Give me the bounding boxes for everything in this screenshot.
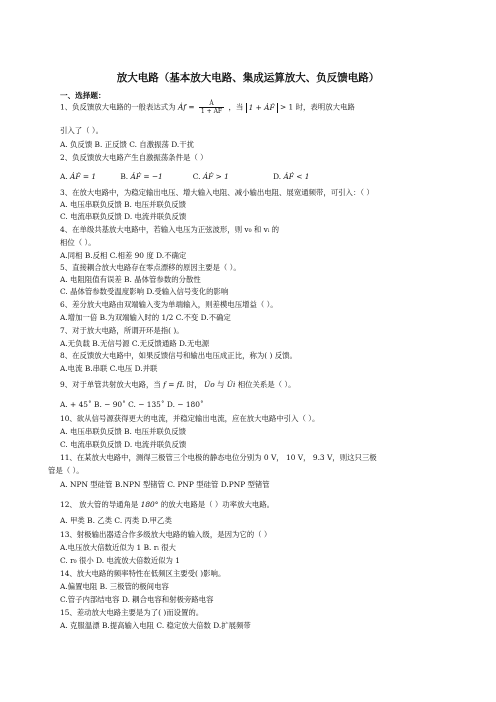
question-12-options: A. 甲类 B. 乙类 C. 丙类 D.甲乙类 xyxy=(60,516,172,525)
q1-gt: > 1 xyxy=(280,102,294,112)
question-5-options-ab: A. 电阻阻值有误差 B. 晶体管参数的分散性 xyxy=(60,275,201,284)
question-3-stem: 3、在放大电路中，为稳定输出电压、增大输入电阻、减小输出电阻、展宽通频带，可引入：（ ） xyxy=(60,188,374,197)
q9-when: 时， xyxy=(186,380,202,389)
question-4-cont: 相位（ ）。 xyxy=(60,238,96,247)
question-1-options: A. 负反馈 B. 正反馈 C. 自激振荡 D.干扰 xyxy=(60,140,195,149)
question-7-options: A.无负载 B.无信号源 C.无反馈通路 D.无电源 xyxy=(60,339,210,348)
section-heading: 一、选择题： xyxy=(60,91,106,100)
question-3-options-ab: A. 电压串联负反馈 B. 电压并联负反馈 xyxy=(60,200,186,209)
question-14-options-cd: C.管子内部结电容 D. 耦合电容和射极旁路电容 xyxy=(60,595,214,604)
document-title: 放大电路（基本放大电路、集成运算放大、负反馈电路） xyxy=(116,72,380,84)
question-12-stem xyxy=(60,500,274,510)
question-1-stem xyxy=(60,100,355,115)
question-5-options-cd: C. 晶体管参数受温度影响 D.受输入信号变化的影响 xyxy=(60,287,229,296)
question-1-text: 1、负反馈放大电路的一般表达式为 xyxy=(60,102,176,112)
question-10-stem: 10、欲从信号源获得更大的电流，并稳定输出电流，应在放大电路中引入（ ）。 xyxy=(60,414,320,423)
q2-option-a: A. ȦḞ = 1 xyxy=(60,172,97,181)
question-10-options-cd: C. 电流串联负反馈 D. 电流并联负反馈 xyxy=(60,440,187,449)
question-13-stem: 13、射极输出器适合作多级放大电路的输入级，是因为它的（ ） xyxy=(60,530,272,539)
question-4-stem: 4、在单级共基放大电路中，若输入电压为正弦波形，则 v₀ 和 vᵢ 的 xyxy=(60,225,280,234)
q1-abs-condition: 1 + ȦḞ xyxy=(246,103,278,113)
q9-f: f = xyxy=(163,380,177,389)
q1-fraction-numerator: Ȧ xyxy=(199,100,224,108)
question-9-stem xyxy=(60,380,296,390)
question-15-options: A. 克服温漂 B.提高输入电阻 C. 稳定放大倍数 D.扩展频带 xyxy=(60,621,251,630)
q1-formula-lhs: Ȧf = xyxy=(177,102,195,112)
question-4-options: A.同相 B.反相 C.相差 90 度 D.不确定 xyxy=(60,251,187,260)
question-13-options-ab: A.电压放大倍数近似为 1 B. rᵢ 很大 xyxy=(60,543,176,552)
q9-uo: U̇o xyxy=(203,380,215,389)
question-1-cont: 引入了（ ）。 xyxy=(60,126,103,135)
q1-fraction-denominator: 1 + ȦḞ xyxy=(200,108,223,115)
q2-option-b: B. ȦḞ = −1 xyxy=(120,172,163,181)
q12-angle: 180° xyxy=(140,500,159,509)
question-9-options: A. + 45˚ B. − 90˚ C. − 135˚ D. − 180˚ xyxy=(60,400,204,409)
question-11-stem: 11、在某放大电路中，测得三极管三个电极的静态电位分别为 0 V， 10 V， 9.3 V，则这只三极 xyxy=(60,453,377,462)
q9-ui: U̇i xyxy=(226,380,236,389)
question-6-options: A.增加一倍 B.为双端输入时的 1/2 C.不变 D.不确定 xyxy=(60,313,231,322)
question-11-options: A. NPN 型硅管 B.NPN 型锗管 C. PNP 型硅管 D.PNP 型锗管 xyxy=(60,480,270,489)
question-2-options xyxy=(60,172,310,182)
question-3-options-cd: C. 电流串联负反馈 D. 电流并联负反馈 xyxy=(60,212,187,221)
q1-tail: 时，表明放大电路 xyxy=(295,102,355,112)
question-14-options-ab: A.偏置电阻 B. 三极管的极间电容 xyxy=(60,582,169,591)
question-13-options-cd: C. r₀ 很小 D. 电流放大倍数近似为 1 xyxy=(60,556,180,565)
question-6-stem: 6、差分放大电路由双端输入变为单端输入，则差模电压增益（ ）。 xyxy=(60,300,278,309)
q12-rest: 的放大电路是（ ）功率放大电路。 xyxy=(160,500,275,509)
q1-fraction xyxy=(199,100,224,115)
question-5-stem: 5、直接耦合放大电路存在零点漂移的原因主要是（ ）。 xyxy=(60,263,241,272)
question-14-stem: 14、放大电路的频率特性在低频区主要受( )影响。 xyxy=(60,569,226,578)
q9-with: 与 xyxy=(217,380,227,389)
question-8-options: A.电流 B.串联 C.电压 D.并联 xyxy=(60,364,158,373)
q2-option-d: D. ȦḞ < 1 xyxy=(273,172,310,181)
question-12-text: 12、 放大管的导通角是 xyxy=(60,500,139,509)
question-8-stem: 8、在反馈放大电路中，如果反馈信号和输出电压成正比，称为( ) 反馈。 xyxy=(60,351,297,360)
q2-option-c: C. ȦḞ > 1 xyxy=(192,172,229,181)
question-15-stem: 15、差动放大电路主要是为了( )而设置的。 xyxy=(60,608,204,617)
question-2-stem: 2、负反馈放大电路产生自激振荡条件是（ ） xyxy=(60,153,208,162)
question-11-cont: 管是（ ）。 xyxy=(48,466,84,475)
q1-formula-mid: ，当 xyxy=(228,102,244,112)
question-9-text: 9、对于单管共射放大电路，当 xyxy=(60,380,161,389)
question-7-stem: 7、对于放大电路，所谓开环是指( )。 xyxy=(60,326,184,335)
question-10-options-ab: A. 电压串联负反馈 B. 电压并联负反馈 xyxy=(60,427,186,436)
q9-end: 相位关系是（ ）。 xyxy=(237,380,296,389)
q9-fl: fL xyxy=(176,380,185,389)
